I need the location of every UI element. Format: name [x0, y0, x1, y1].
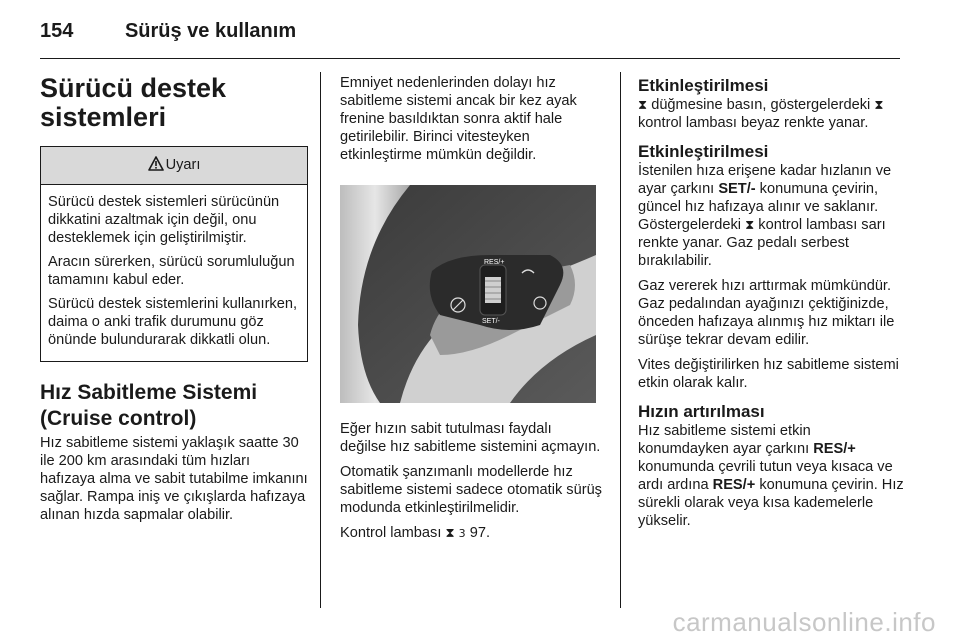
column-3 — [638, 74, 904, 537]
warning-triangle-icon — [148, 156, 164, 171]
warning-text: Sürücü destek sistemleri sürücünün dikkatini azaltmak için değil, onu desteklemek için geliştirilmiştir. — [48, 194, 280, 246]
warning-header — [41, 147, 307, 185]
header-rule — [40, 58, 900, 59]
body-text: Eğer hızın sabit tutulması faydalı değilse hız sabitleme sistemini açmayın. — [340, 421, 601, 455]
cruise-control-icon: ⧗ — [874, 97, 884, 112]
chapter-title: Sürücü destek sistemleri — [40, 73, 227, 132]
body-text: Otomatik şanzımanlı modellerde hız sabitleme sistemi sadece otomatik sürüş modunda etkinleştirilmelidir. — [340, 464, 602, 516]
res-label: RES/+ — [484, 259, 505, 266]
page-reference: 97. — [469, 525, 491, 541]
body-text: Kontrol lambası ⧗ 3 97. — [340, 525, 491, 541]
warning-label: Uyarı — [165, 157, 201, 173]
cruise-control-icon: ⧗ — [445, 525, 455, 540]
body-text: Gaz vererek hızı arttırmak mümkündür. Gaz pedalından ayağınızı çektiğinizde, önceden hafızaya alınmış hız miktarı ile sürüşe tekrar devam edilir. — [638, 278, 895, 348]
body-text: Emniyet nedenlerinden dolayı hız sabitleme sistemi ancak bir kez ayak frenine basıldıktan sonra aktif hale getirilebilir. Birinci vitesteyken etkinleştirme mümkün değildir. — [340, 75, 577, 163]
set-label: SET/- — [482, 318, 500, 325]
reference-arrow-icon: 3 — [458, 527, 466, 540]
column-2 — [340, 74, 602, 550]
warning-box — [40, 146, 308, 362]
body-text: Hız sabitleme sistemi yaklaşık saatte 30 ile 200 km arasındaki tüm hızları hafızaya alma ve sabit tutabilme imkanını sağlar. Rampa iniş ve çıkışlarda hafızaya alınan hızda sapmalar olabilir. — [40, 435, 308, 523]
watermark: carmanualsonline.info — [672, 607, 936, 637]
body-text: Vites değiştirilirken hız sabitleme sistemi etkin olarak kalır. — [638, 357, 899, 391]
warning-body — [41, 185, 307, 361]
steering-wheel-figure — [340, 185, 596, 403]
subheading: Hızın artırılması — [638, 402, 765, 421]
page-header — [40, 20, 296, 43]
column-1 — [40, 74, 308, 531]
warning-text: Sürücü destek sistemlerini kullanırken, daima o anki trafik durumunu göz önünde bulundurarak dikkatli olun. — [48, 296, 298, 348]
cruise-control-icon: ⧗ — [745, 217, 755, 232]
body-text: ⧗ düğmesine basın, göstergelerdeki ⧗ kontrol lambası beyaz renkte yanar. — [638, 97, 884, 131]
subheading: Etkinleştirilmesi — [638, 76, 769, 95]
column-divider — [620, 72, 621, 608]
column-divider — [320, 72, 321, 608]
section-title: Sürüş ve kullanım — [124, 20, 297, 42]
warning-text: Aracın sürerken, sürücü sorumluluğun tamamını kabul eder. — [48, 254, 295, 288]
section-heading: Hız Sabitleme Sistemi (Cruise control) — [40, 381, 258, 430]
body-text: Hız sabitleme sistemi etkin konumdayken ayar çarkını RES/+ konumunda çevrili tutun veya kısaca ve ardı ardına RES/+ konumuna çevirin. Hız sürekli olarak veya kısa kademelerle yükselir. — [638, 423, 904, 529]
body-text: İstenilen hıza erişene kadar hızlanın ve ayar çarkını SET/- konumuna çevirin, güncel hız hafızaya alınır ve saklanır. Göstergelerdeki ⧗ kontrol lambası sarı renkte yanar. Gaz pedalı serbest bırakılabilir. — [638, 163, 892, 269]
page-number: 154 — [40, 20, 74, 42]
subheading: Etkinleştirilmesi — [638, 142, 769, 161]
cruise-control-icon: ⧗ — [638, 97, 648, 112]
